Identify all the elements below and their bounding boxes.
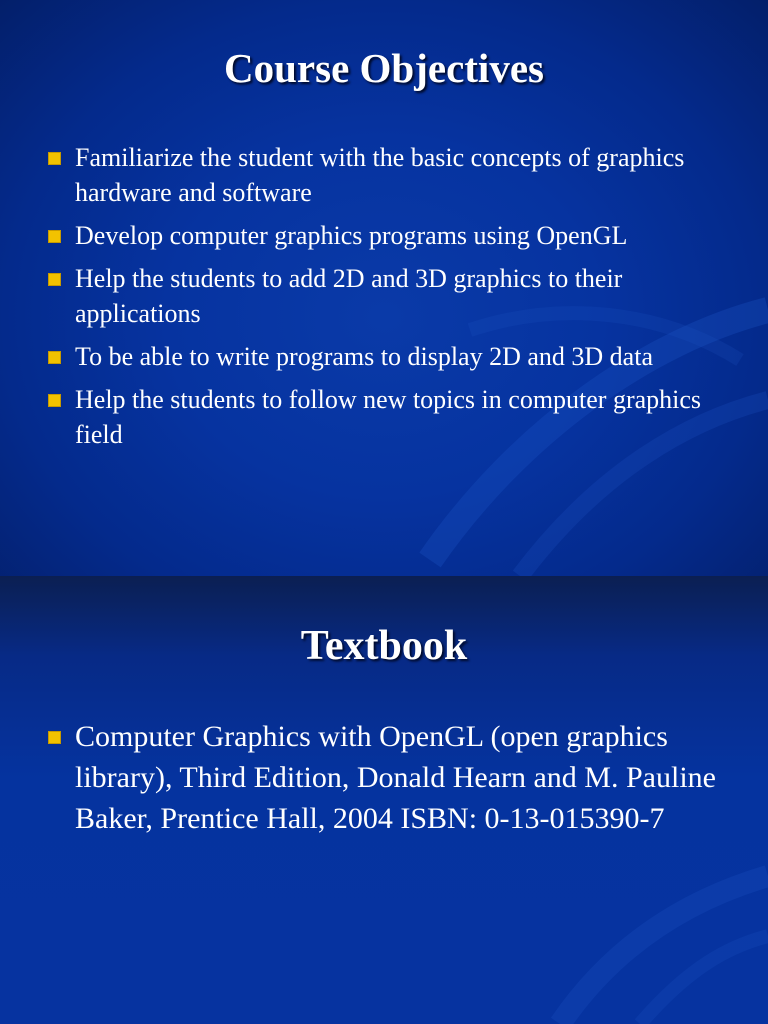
square-bullet-icon (48, 152, 61, 165)
slide-title: Textbook (300, 623, 468, 669)
textbook-list (48, 716, 728, 839)
square-bullet-icon (48, 394, 61, 407)
list-item-text: Computer Graphics with OpenGL (open graphics library), Third Edition, Donald Hearn and M. Pauline Baker, Prentice Hall, 2004 ISBN: 0-13-015390-7 (75, 720, 716, 835)
slide-textbook (0, 576, 768, 1024)
list-item (48, 382, 728, 452)
square-bullet-icon (48, 273, 61, 286)
list-item (48, 339, 728, 374)
list-item (48, 261, 728, 331)
slide-title: Course Objectives (224, 45, 544, 91)
list-item-text: Develop computer graphics programs using OpenGL (75, 221, 628, 250)
list-item (48, 218, 728, 253)
list-item-text: Familiarize the student with the basic concepts of graphics hardware and software (75, 143, 685, 207)
list-item-text: Help the students to add 2D and 3D graphics to their applications (75, 264, 623, 328)
list-item-text: Help the students to follow new topics in computer graphics field (75, 385, 702, 449)
square-bullet-icon (48, 731, 61, 744)
list-item (48, 140, 728, 210)
square-bullet-icon (48, 230, 61, 243)
list-item-text: To be able to write programs to display 2D and 3D data (75, 342, 653, 371)
list-item (48, 716, 728, 839)
objectives-list (48, 140, 728, 460)
square-bullet-icon (48, 351, 61, 364)
